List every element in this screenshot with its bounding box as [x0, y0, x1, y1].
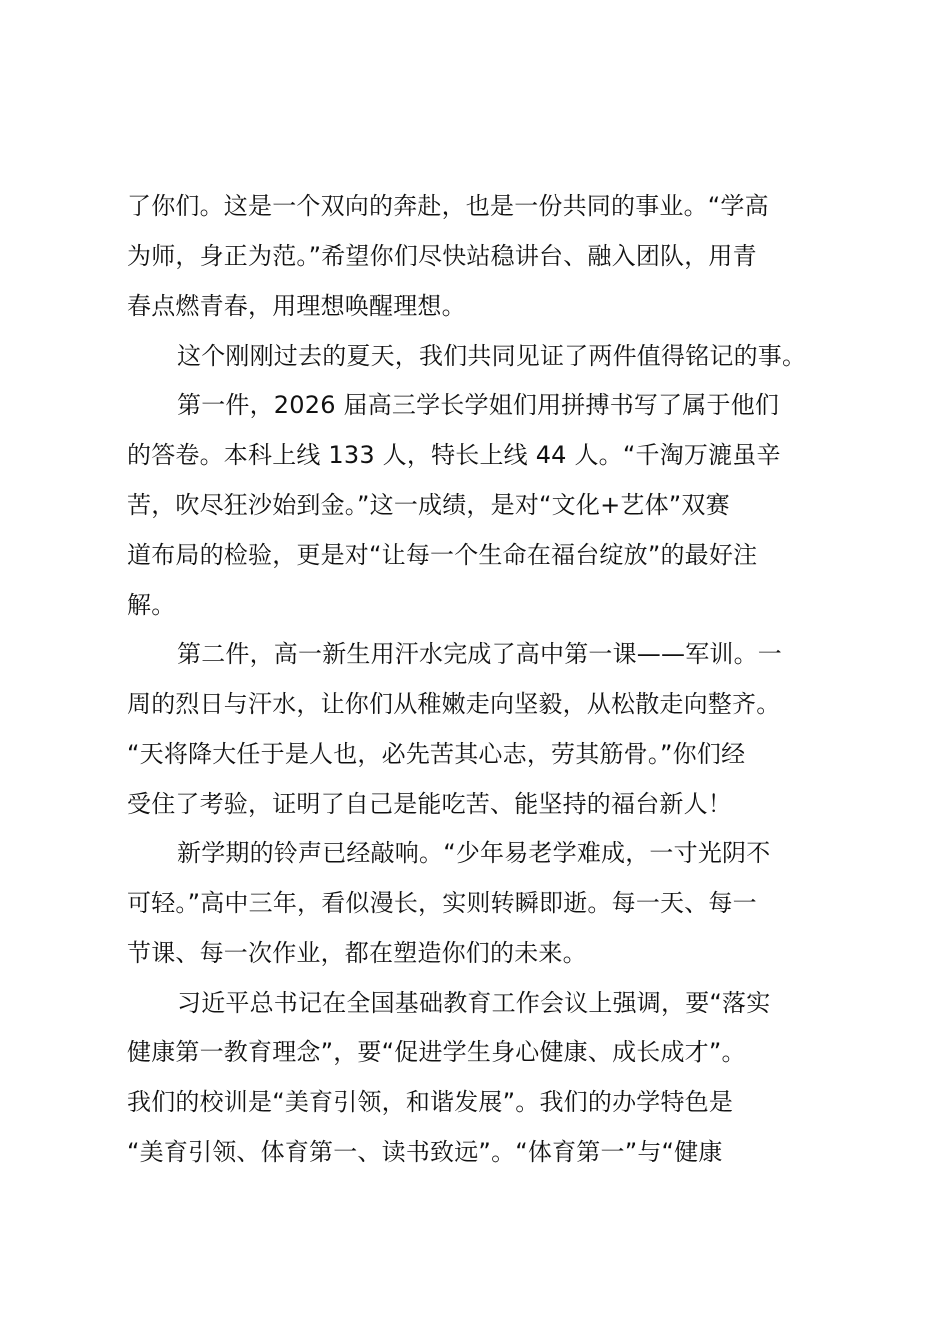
text-line: 节课、每一次作业，都在塑造你们的未来。: [127, 939, 587, 967]
text-line: 解。: [127, 591, 176, 619]
text-line: 春点燃青春，用理想唤醒理想。: [127, 292, 466, 320]
paragraph-first-line: 这个刚刚过去的夏天，我们共同见证了两件值得铭记的事。: [177, 342, 807, 370]
text-line: 了你们。这是一个双向的奔赴，也是一份共同的事业。“学高: [127, 192, 769, 220]
paragraph-first-line: 第一件，2026 届高三学长学姐们用拼搏书写了属于他们: [177, 391, 780, 419]
text-line: 可轻。”高中三年，看似漫长，实则转瞬即逝。每一天、每一: [127, 889, 757, 917]
text-line: 道布局的检验，更是对“让每一个生命在福台绽放”的最好注: [127, 541, 758, 569]
paragraph-first-line: 习近平总书记在全国基础教育工作会议上强调，要“落实: [177, 989, 771, 1017]
text-line: 苦，吹尽狂沙始到金。”这一成绩，是对“文化+艺体”双赛: [127, 491, 730, 519]
text-line: 受住了考验，证明了自己是能吃苦、能坚持的福台新人！: [127, 790, 732, 818]
text-line: 我们的校训是“美育引领，和谐发展”。我们的办学特色是: [127, 1088, 734, 1116]
text-line: “天将降大任于是人也，必先苦其心志，劳其筋骨。”你们经: [127, 740, 746, 768]
text-line: 的答卷。本科上线 133 人，特长上线 44 人。“千淘万漉虽辛: [127, 441, 781, 469]
paragraph-first-line: 第二件，高一新生用汗水完成了高中第一课——军训。一: [177, 640, 782, 668]
text-line: 健康第一教育理念”，要“促进学生身心健康、成长成才”。: [127, 1038, 746, 1066]
paragraph-first-line: 新学期的铃声已经敲响。“少年易老学难成，一寸光阴不: [177, 839, 771, 867]
text-line: 为师，身正为范。”希望你们尽快站稳讲台、融入团队，用青: [127, 242, 757, 270]
text-line: “美育引领、体育第一、读书致远”。“体育第一”与“健康: [127, 1138, 723, 1166]
text-line: 周的烈日与汗水，让你们从稚嫩走向坚毅，从松散走向整齐。: [127, 690, 781, 718]
